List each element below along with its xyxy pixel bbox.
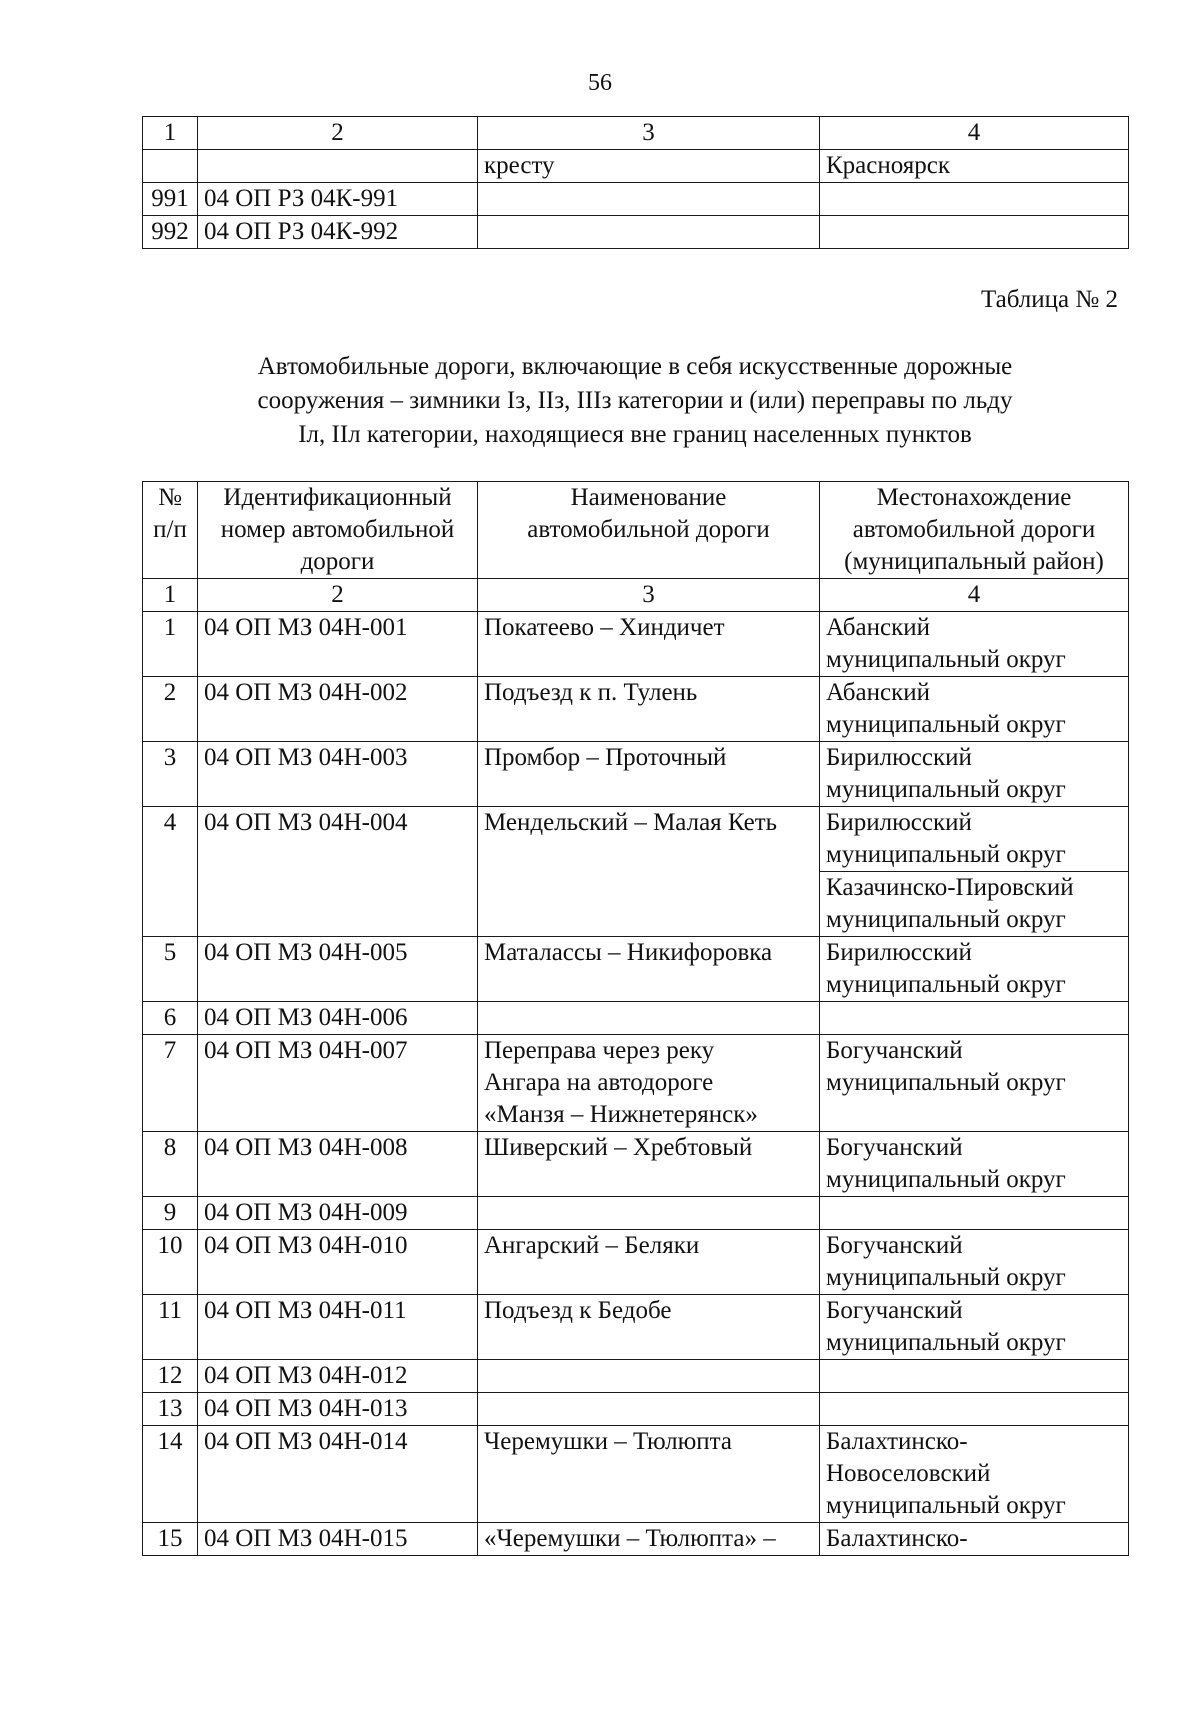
road-id-cell: 04 ОП МЗ 04Н-008 (198, 1132, 478, 1197)
road-location-cell (820, 677, 1129, 742)
location-line: муниципальный округ (826, 776, 1066, 803)
road-location-cell (820, 1035, 1129, 1132)
road-location-cell (820, 937, 1129, 1002)
road-location-cell (820, 1426, 1129, 1523)
location-line: муниципальный округ (826, 1492, 1066, 1519)
location-line: муниципальный округ (826, 971, 1066, 998)
road-id-cell: 04 ОП МЗ 04Н-007 (198, 1035, 478, 1132)
row-number-cell: 10 (143, 1230, 198, 1295)
road-name-line: Мендельский – Малая Кеть (484, 809, 778, 836)
row-number-cell: 7 (143, 1035, 198, 1132)
location-line: Балахтинско- (826, 1525, 968, 1552)
header-line: Идентификационный (223, 484, 452, 511)
location-line: муниципальный округ (826, 1069, 1066, 1096)
road-location-cell: Красноярск (820, 150, 1129, 183)
road-id-cell: 04 ОП МЗ 04Н-011 (198, 1295, 478, 1360)
table-row (143, 1426, 1129, 1523)
location-line: муниципальный округ (826, 1166, 1066, 1193)
row-number-cell: 4 (143, 807, 198, 937)
header-line: (муниципальный район) (844, 548, 1104, 575)
location-line: муниципальный округ (826, 646, 1066, 673)
road-location-cell (820, 872, 1129, 937)
road-name-line: «Манзя – Нижнетерянск» (484, 1101, 758, 1128)
road-id-cell: 04 ОП РЗ 04К-992 (198, 216, 478, 249)
road-location-cell (820, 1360, 1129, 1393)
row-number-cell: 13 (143, 1393, 198, 1426)
road-name-cell (478, 1132, 820, 1197)
road-name-cell (478, 1393, 820, 1426)
road-name-cell (478, 1523, 820, 1556)
table-row (143, 1132, 1129, 1197)
road-id-cell: 04 ОП МЗ 04Н-004 (198, 807, 478, 937)
road-name-line: «Черемушки – Тюлюпта» – (484, 1525, 776, 1552)
road-id-cell (198, 150, 478, 183)
table-row (143, 612, 1129, 677)
column-number: 2 (198, 117, 478, 150)
location-line: Богучанский (826, 1134, 963, 1161)
road-id-cell: 04 ОП МЗ 04Н-013 (198, 1393, 478, 1426)
location-line: Бирилюсский (826, 809, 972, 836)
row-number-cell: 12 (143, 1360, 198, 1393)
row-number-cell: 6 (143, 1002, 198, 1035)
road-id-cell: 04 ОП МЗ 04Н-002 (198, 677, 478, 742)
table-row (143, 1295, 1129, 1360)
road-location-cell (820, 1002, 1129, 1035)
row-number-cell: 2 (143, 677, 198, 742)
road-id-cell: 04 ОП МЗ 04Н-014 (198, 1426, 478, 1523)
row-number-cell: 11 (143, 1295, 198, 1360)
road-location-cell (820, 183, 1129, 216)
row-number-cell: 8 (143, 1132, 198, 1197)
road-name-cell (478, 612, 820, 677)
road-location-cell (820, 1132, 1129, 1197)
table-row (143, 1393, 1129, 1426)
location-line: Абанский (826, 614, 930, 641)
table-row (143, 807, 1129, 872)
row-number-cell: 3 (143, 742, 198, 807)
location-line: Богучанский (826, 1037, 963, 1064)
road-location-cell (820, 1295, 1129, 1360)
road-name-line: Переправа через реку (484, 1037, 715, 1064)
road-name-line: Шиверский – Хребтовый (484, 1134, 753, 1161)
location-line: муниципальный округ (826, 841, 1066, 868)
table-row (143, 742, 1129, 807)
location-line: муниципальный округ (826, 1329, 1066, 1356)
road-id-cell: 04 ОП РЗ 04К-991 (198, 183, 478, 216)
table-row (143, 150, 1129, 183)
row-number-cell: 14 (143, 1426, 198, 1523)
road-name-line: Ангара на автодороге (484, 1069, 714, 1096)
table-row (143, 1035, 1129, 1132)
column-number: 2 (198, 579, 478, 612)
road-name-line: Маталассы – Никифоровка (484, 939, 773, 966)
header-line: № (158, 484, 182, 511)
road-name-cell (478, 807, 820, 937)
row-number-cell (143, 150, 198, 183)
continued-table (142, 116, 1129, 249)
road-name-cell: кресту (478, 150, 820, 183)
road-id-cell: 04 ОП МЗ 04Н-005 (198, 937, 478, 1002)
table-row (143, 1523, 1129, 1556)
header-number (143, 482, 198, 579)
header-line: п/п (153, 516, 187, 543)
column-number: 4 (820, 117, 1129, 150)
row-number-cell: 9 (143, 1197, 198, 1230)
column-number: 4 (820, 579, 1129, 612)
row-number-cell: 15 (143, 1523, 198, 1556)
table-row (143, 216, 1129, 249)
road-name-line: Покатеево – Хиндичет (484, 614, 725, 641)
location-line: Богучанский (826, 1297, 963, 1324)
table-row (143, 1230, 1129, 1295)
table-row (143, 183, 1129, 216)
location-line: Бирилюсский (826, 939, 972, 966)
road-id-cell: 04 ОП МЗ 04Н-015 (198, 1523, 478, 1556)
road-id-cell: 04 ОП МЗ 04Н-003 (198, 742, 478, 807)
road-name-cell (478, 216, 820, 249)
road-id-cell: 04 ОП МЗ 04Н-009 (198, 1197, 478, 1230)
table-row (143, 1360, 1129, 1393)
title-line: Iл, IIл категории, находящиеся вне границ населенных пунктов (298, 421, 972, 448)
location-line: Казачинско-Пировский (826, 874, 1074, 901)
road-name-cell (478, 1035, 820, 1132)
road-id-cell: 04 ОП МЗ 04Н-001 (198, 612, 478, 677)
column-number-row (143, 579, 1129, 612)
road-name-cell (478, 1230, 820, 1295)
table-row (143, 1197, 1129, 1230)
column-number: 3 (478, 579, 820, 612)
road-name-line: Промбор – Проточный (484, 744, 727, 771)
road-name-cell (478, 1426, 820, 1523)
road-name-line: Подъезд к п. Тулень (484, 679, 698, 706)
location-line: Новоселовский (826, 1460, 991, 1487)
road-name-cell (478, 1002, 820, 1035)
row-number-cell: 992 (143, 216, 198, 249)
location-line: муниципальный округ (826, 1264, 1066, 1291)
header-line: Наименование (570, 484, 727, 511)
table-row (143, 937, 1129, 1002)
header-line: номер автомобильной (220, 516, 455, 543)
table-row (143, 677, 1129, 742)
location-line: Богучанский (826, 1232, 963, 1259)
table-title (142, 350, 1128, 452)
roads-table (142, 481, 1129, 1556)
header-line: дороги (300, 548, 375, 575)
road-id-cell: 04 ОП МЗ 04Н-012 (198, 1360, 478, 1393)
road-id-cell: 04 ОП МЗ 04Н-010 (198, 1230, 478, 1295)
column-number-row (143, 117, 1129, 150)
road-name-cell (478, 1295, 820, 1360)
road-location-cell (820, 1523, 1129, 1556)
column-number: 1 (143, 117, 198, 150)
road-location-cell (820, 612, 1129, 677)
road-name-cell (478, 1197, 820, 1230)
column-number: 3 (478, 117, 820, 150)
header-id (198, 482, 478, 579)
header-line: автомобильной дороги (527, 516, 770, 543)
road-location-cell (820, 1197, 1129, 1230)
road-name-cell (478, 1360, 820, 1393)
header-row (143, 482, 1129, 579)
table-caption: Таблица № 2 (980, 286, 1118, 313)
location-line: Абанский (826, 679, 930, 706)
road-location-cell (820, 1230, 1129, 1295)
row-number-cell: 5 (143, 937, 198, 1002)
table-row (143, 1002, 1129, 1035)
header-line: автомобильной дороги (852, 516, 1096, 543)
road-location-cell (820, 742, 1129, 807)
road-name-cell (478, 937, 820, 1002)
road-name-line: Ангарский – Беляки (484, 1232, 700, 1259)
column-number: 1 (143, 579, 198, 612)
page-number: 56 (588, 70, 612, 96)
header-location (820, 482, 1129, 579)
header-name (478, 482, 820, 579)
road-name-line: Подъезд к Бедобе (484, 1297, 672, 1324)
road-location-cell (820, 1393, 1129, 1426)
location-line: Бирилюсский (826, 744, 972, 771)
road-id-cell: 04 ОП МЗ 04Н-006 (198, 1002, 478, 1035)
road-name-cell (478, 183, 820, 216)
location-line: муниципальный округ (826, 906, 1066, 933)
location-line: муниципальный округ (826, 711, 1066, 738)
location-line: Балахтинско- (826, 1428, 968, 1455)
title-line: сооружения – зимники Iз, IIз, IIIз категории и (или) переправы по льду (257, 387, 1013, 414)
road-name-line: Черемушки – Тюлюпта (484, 1428, 732, 1455)
row-number-cell: 991 (143, 183, 198, 216)
road-name-cell (478, 742, 820, 807)
title-line: Автомобильные дороги, включающие в себя искусственные дорожные (257, 353, 1013, 380)
header-line: Местонахождение (876, 484, 1072, 511)
road-location-cell (820, 807, 1129, 872)
road-name-cell (478, 677, 820, 742)
row-number-cell: 1 (143, 612, 198, 677)
road-location-cell (820, 216, 1129, 249)
